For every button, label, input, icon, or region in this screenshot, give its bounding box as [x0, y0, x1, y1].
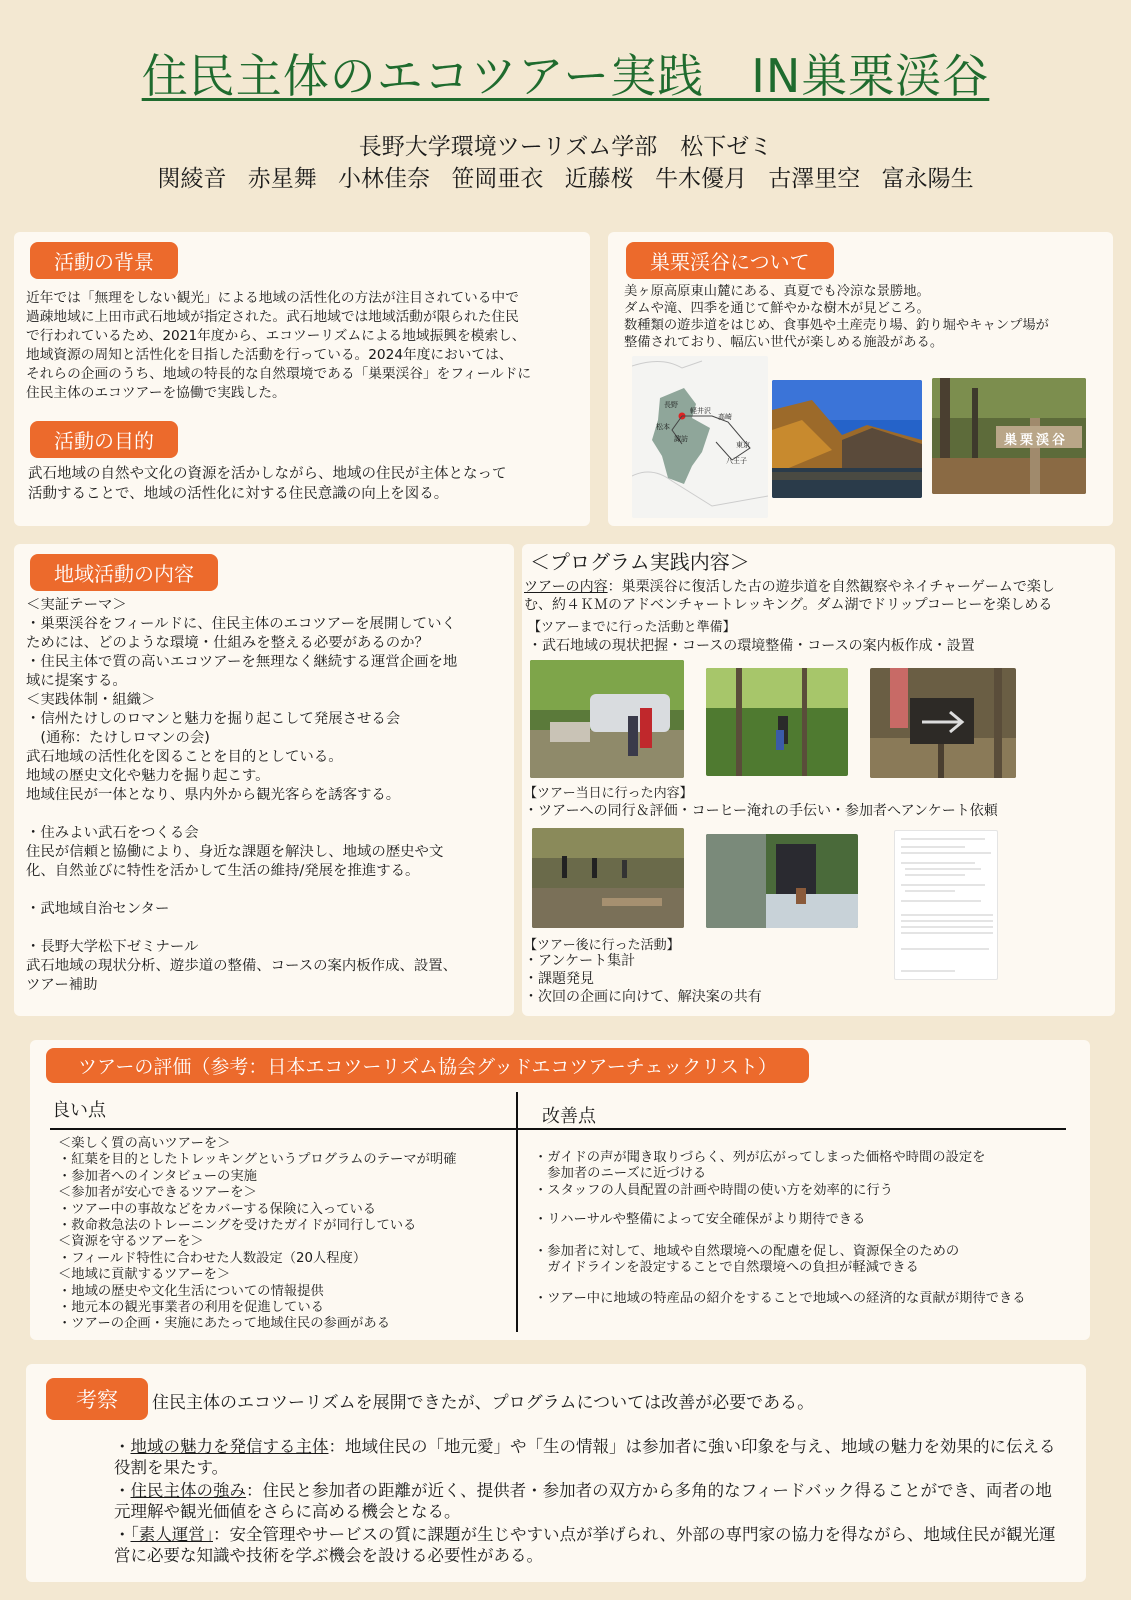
map-label: 諏訪: [674, 435, 688, 443]
sign-text: 巣栗渓谷: [1004, 433, 1069, 448]
map-label: 東京: [736, 441, 750, 449]
after-text: ・アンケート集計 ・課題発見 ・次回の企画に向けて、解決案の共有: [524, 953, 762, 1005]
member-list: [0, 160, 1131, 193]
improvement-item: ・参加者に対して、地域や自然環境への配慮を促し、資源保全のための ガイドラインを設定することで自然環境への負担が軽減できる: [534, 1244, 960, 1276]
background-tag: 活動の背景: [30, 242, 178, 279]
day-heading: 【ツアー当日に行った内容】: [524, 786, 693, 801]
signboard-photo: [870, 668, 1016, 778]
affiliation: 長野大学環境ツーリズム学部 松下ゼミ: [358, 134, 773, 160]
discussion-point: ・「素人運営」：安全管理やサービスの質に課題が生じやすい点が挙げられ、外部の専門家の協力を得ながら、地域住民が観光運営に必要な知識や技術を学ぶ機会を設ける必要性がある。: [114, 1525, 1056, 1565]
member-name: 近藤桜: [564, 166, 634, 192]
preparation-photo: [530, 660, 684, 778]
program-heading: ＜プログラム実践内容＞: [530, 550, 750, 574]
improvement-heading: 改善点: [542, 1106, 596, 1127]
member-name: 笹岡亜衣: [451, 166, 544, 192]
before-text: ・武石地域の現状把握・コースの環境整備・コースの案内板作成・設置: [528, 638, 975, 654]
questionnaire-image: [894, 830, 998, 980]
map-label: 高崎: [718, 413, 732, 421]
purpose-tag: 活動の目的: [30, 421, 178, 458]
program-content-label: ツアーの内容: [524, 579, 608, 595]
sign-photo: [932, 378, 1086, 494]
local-activities-tag: 地域活動の内容: [30, 554, 218, 591]
map-label: 長野: [664, 401, 678, 409]
day-text: ・ツアーへの同行＆評価・コーヒー淹れの手伝い・参加者へアンケート依頼: [524, 803, 998, 819]
background-text: 近年では「無理をしない観光」による地域の活性化の方法が注目されている中で 過疎地域に上田市武石地域が指定された。武石地域では地域活動が限られた住民 で行われているため、2021年度から、エコツーリズムによる地域振興を模索し、 地域資源の周知と活性化を目指した活動を行っている。2024年度においては、 それらの企画のうち、地域の特長的な自然環境である「巣栗渓谷」をフィールドに 住民主体のエコツアーを協働で実践した。: [26, 290, 532, 401]
improvement-item: ・リハーサルや整備によって安全確保がより期待できる: [534, 1212, 866, 1227]
trail-work-photo: [706, 668, 848, 776]
background-panel: [14, 232, 590, 526]
discussion-point-text: ：安全管理やサービスの質に課題が生じやすい点が挙げられ、外部の専門家の協力を得ながら、地域住民が観光運営に必要な知識や技術を学ぶ機会を設ける必要性がある。: [114, 1525, 1056, 1565]
evaluation-tag: ツアーの評価（参考：日本エコツーリズム協会グッドエコツアーチェックリスト）: [46, 1048, 809, 1083]
heading-rule: [50, 1128, 1066, 1130]
map-label: 松本: [656, 423, 670, 431]
member-name: 富永陽生: [881, 166, 974, 192]
member-name: 古澤里空: [768, 166, 861, 192]
local-activities-text: ＜実証テーマ＞ ・巣栗渓谷をフィールドに、住民主体のエコツアーを展開していく ためには、どのような環境・仕組みを整える必要があるのか？ ・住民主体で質の高いエコツアーを無理なく継続する運営企画を地 域に提案する。 ＜実践体制・組織＞ ・信州たけしのロマンと魅力を掘り起こして発展させる会 (通称：たけしロマンの会) 武石地域の活性化を図ることを目的としている。 地域の歴史文化や魅力を掘り起こす。 地域住民が一体となり、県内外から観光客らを誘客する。 ・住みよい武石をつくる会 住民が信頼と協働により、身近な課題を解決し、地域の歴史や文 化、自然並びに特性を活かして生活の維持/発展を推進する。 ・武地域自治センター ・長野大学松下ゼミナール 武石地域の現状分析、遊歩道の整備、コースの案内板作成、設置、 ツアー補助: [26, 597, 458, 993]
member-name: 赤星舞: [247, 166, 317, 192]
improvement-item: ・ガイドの声が聞き取りづらく、列が広がってしまった価格や時間の設定を 参加者のニーズに近づける ・スタッフの人員配置の計画や時間の使い方を効率的に行う: [534, 1150, 986, 1198]
member-name: 牛木優月: [654, 166, 747, 192]
after-heading: 【ツアー後に行った活動】: [524, 938, 680, 953]
discussion-point-label: 「素人運営」: [130, 1525, 213, 1544]
local-activities-panel: [14, 544, 514, 1016]
map-label: 八王子: [726, 457, 747, 465]
good-points-list: ＜楽しく質の高いツアーを＞ ・紅葉を目的としたトレッキングというプログラムのテーマが明確 ・参加者へのインタビューの実施 ＜参加者が安心できるツアーを＞ ・ツアー中の事故などをカバーする保険に入っている ・救命救急法のトレーニングを受けたガイドが同行している ＜資源を守るツアーを＞ ・フィールド特性に合わせた人数設定（20人程度） ＜地域に貢献するツアーを＞ ・地域の歴史や文化生活についての情報提供 ・地元本の観光事業者の利用を促進している ・ツアーの企画・実施にあたって地域住民の参画がある: [58, 1136, 457, 1332]
program-panel: [522, 544, 1115, 1016]
member-name: 小林佳奈: [338, 166, 431, 192]
purpose-text: 武石地域の自然や文化の資源を活かしながら、地域の住民が主体となって 活動することで、地域の活性化に対する住民意識の向上を図る。: [28, 466, 507, 502]
discussion-point-label: 住民主体の強み: [130, 1481, 246, 1500]
discussion-point: ・地域の魅力を発信する主体：地域住民の「地元愛」や「生の情報」は参加者に強い印象を与え、地域の魅力を効果的に伝える役割を果たす。: [114, 1437, 1056, 1477]
improvement-item: ・ツアー中に地域の特産品の紹介をすることで地域への経済的な貢献が期待できる: [534, 1291, 1026, 1306]
program-content-text: ：巣栗渓谷に復活した古の遊歩道を自然観察やネイチャーゲームで楽し む、約４ＫＭのアドベンチャートレッキング。ダム湖でドリップコーヒーを楽しめる: [524, 579, 1055, 613]
discussion-lead: 住民主体のエコツーリズムを展開できたが、プログラムについては改善が必要である。: [152, 1393, 815, 1413]
member-name: 関綾音: [157, 166, 227, 192]
discussion-tag: 考察: [46, 1378, 148, 1420]
discussion-point-text: ：地域住民の「地元愛」や「生の情報」は参加者に強い印象を与え、地域の魅力を効果的に伝える役割を果たす。: [114, 1437, 1056, 1477]
before-heading: 【ツアーまでに行った活動と準備】: [528, 620, 736, 635]
map-image: [632, 356, 768, 518]
valley-photo: [772, 380, 922, 498]
about-text: 美ヶ原高原東山麓にある、真夏でも冷涼な景勝地。 ダムや滝、四季を通じて鮮やかな樹木が見どころ。 数種類の遊歩道をはじめ、食事処や土産売り場、釣り堀やキャンプ場が 整備されており、幅広い世代が楽しめる施設がある。: [624, 284, 1049, 350]
coffee-photo: [706, 834, 858, 928]
discussion-panel: [26, 1364, 1086, 1582]
discussion-point-text: ：住民と参加者の距離が近く、提供者・参加者の双方から多角的なフィードバック得ることができ、両者の地元理解や観光価値をさらに高める機会となる。: [114, 1481, 1052, 1521]
good-points-heading: 良い点: [52, 1100, 106, 1121]
about-panel: [608, 232, 1113, 526]
about-tag: 巣栗渓谷について: [626, 242, 834, 279]
trekking-photo: [532, 828, 684, 928]
map-label: 軽井沢: [690, 407, 711, 415]
evaluation-panel: [30, 1040, 1090, 1340]
discussion-point: ・住民主体の強み：住民と参加者の距離が近く、提供者・参加者の双方から多角的なフィードバック得ることができ、両者の地元理解や観光価値をさらに高める機会となる。: [114, 1481, 1052, 1521]
poster-title: 住民主体のエコツアー実践 IN巣栗渓谷: [141, 49, 990, 103]
discussion-point-label: 地域の魅力を発信する主体: [130, 1437, 329, 1456]
program-content: [524, 578, 1114, 614]
